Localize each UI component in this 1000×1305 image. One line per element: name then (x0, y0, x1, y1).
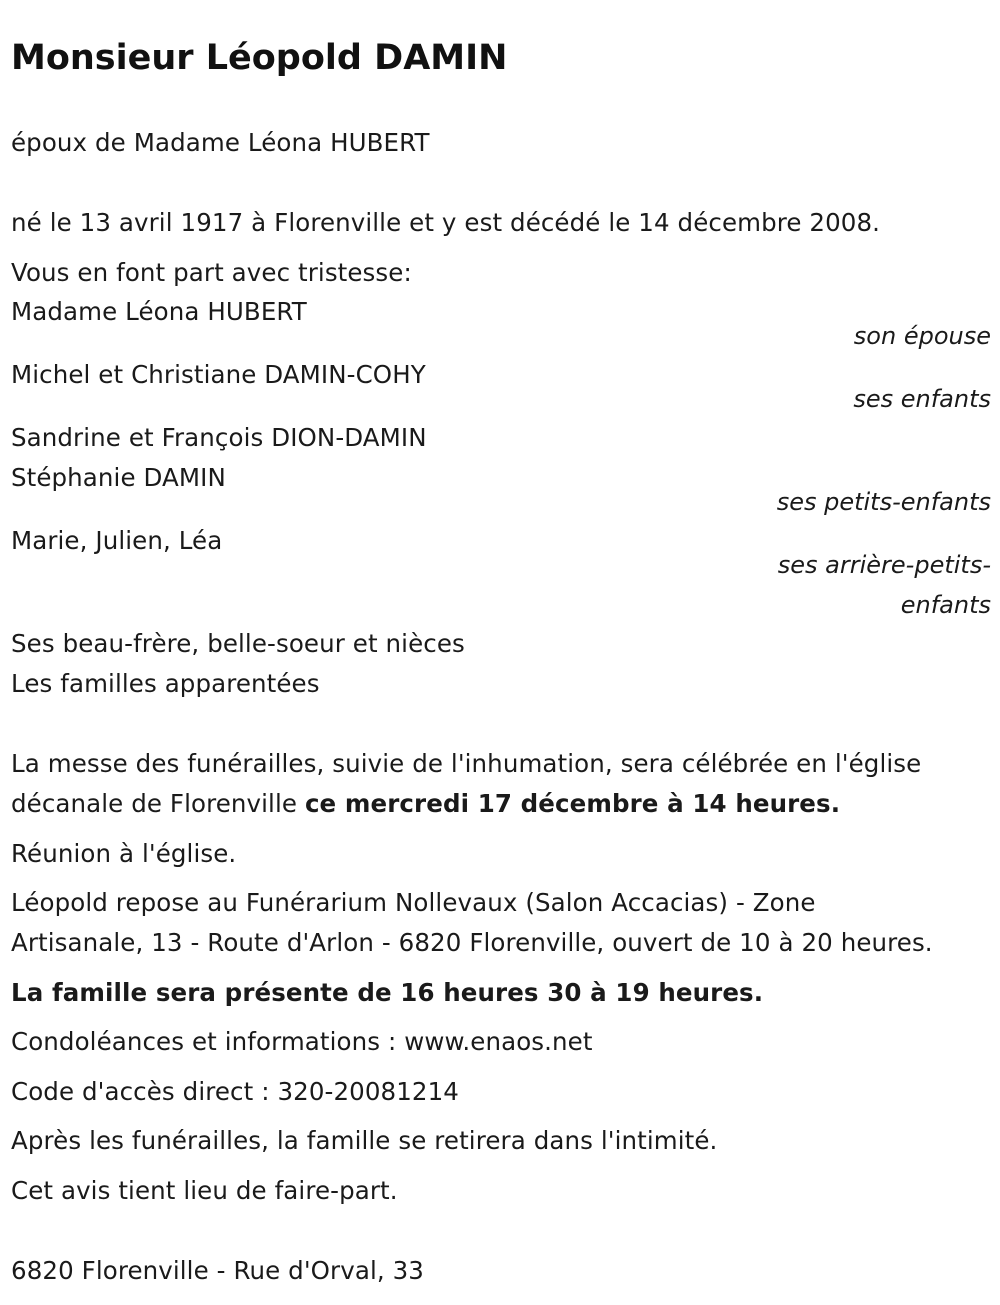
mass-location-text: décanale de Florenville (11, 789, 305, 818)
meeting-line: Réunion à l'église. (11, 839, 237, 868)
announce-intro: Vous en font part avec tristesse: (11, 258, 412, 287)
rest-line-2: Artisanale, 13 - Route d'Arlon - 6820 Florenville, ouvert de 10 à 20 heures. (11, 928, 933, 957)
grandchildren-names-2: Stéphanie DAMIN (11, 463, 226, 492)
spouse-role: son épouse (853, 322, 991, 350)
grandchildren-role: ses petits-enfants (776, 488, 991, 516)
obituary-notice (11, 0, 991, 1305)
birth-death-line: né le 13 avril 1917 à Florenville et y est décédé le 14 décembre 2008. (11, 208, 881, 237)
after-funeral-line: Après les funérailles, la famille se retirera dans l'intimité. (11, 1126, 718, 1155)
address-line: 6820 Florenville - Rue d'Orval, 33 (11, 1256, 424, 1285)
access-code-line: Code d'accès direct : 320-20081214 (11, 1077, 459, 1106)
spouse-name: Madame Léona HUBERT (11, 297, 307, 326)
children-names: Michel et Christiane DAMIN-COHY (11, 360, 426, 389)
deceased-name-title: Monsieur Léopold DAMIN (11, 38, 508, 78)
children-role: ses enfants (853, 385, 991, 413)
relatives-line: Les familles apparentées (11, 669, 320, 698)
mass-date-time: ce mercredi 17 décembre à 14 heures. (304, 789, 841, 818)
in-laws-line: Ses beau-frère, belle-soeur et nièces (11, 629, 465, 658)
great-grandchildren-role-2: enfants (900, 591, 991, 619)
mass-line-2 (11, 788, 840, 820)
notice-line: Cet avis tient lieu de faire-part. (11, 1176, 398, 1205)
condolences-line: Condoléances et informations : www.enaos.net (11, 1027, 593, 1056)
family-presence-line: La famille sera présente de 16 heures 30 à 19 heures. (11, 978, 764, 1007)
great-grandchildren-role-1: ses arrière-petits- (777, 551, 991, 579)
grandchildren-names-1: Sandrine et François DION-DAMIN (11, 423, 427, 452)
mass-line-1: La messe des funérailles, suivie de l'inhumation, sera célébrée en l'église (11, 749, 922, 778)
great-grandchildren-names: Marie, Julien, Léa (11, 526, 223, 555)
spouse-line: époux de Madame Léona HUBERT (11, 128, 430, 157)
rest-line-1: Léopold repose au Funérarium Nollevaux (Salon Accacias) - Zone (11, 888, 816, 917)
